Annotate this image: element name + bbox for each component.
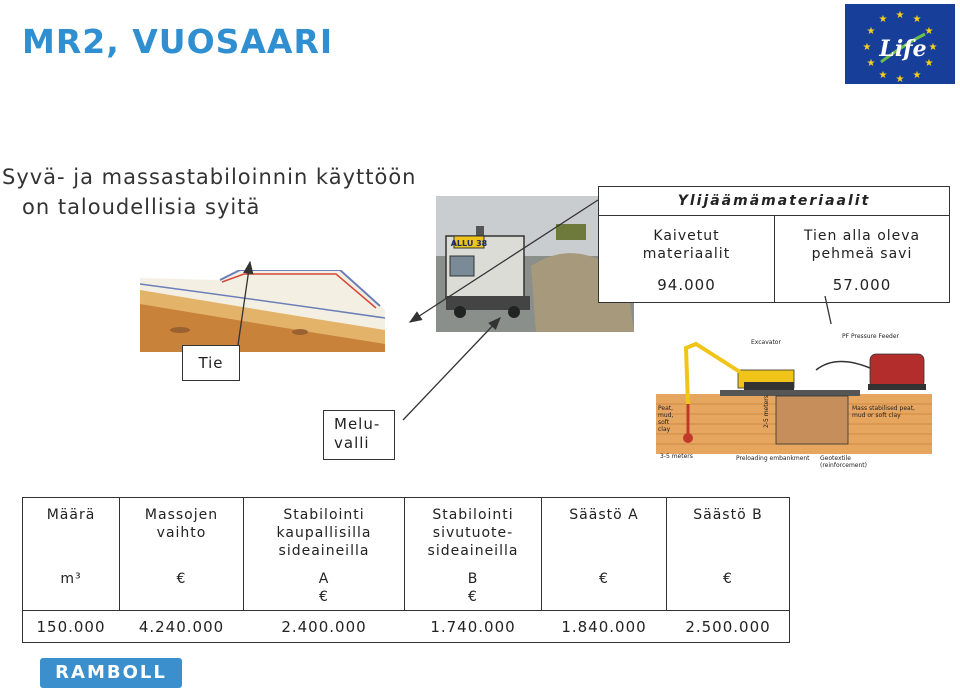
svg-text:★: ★ <box>866 58 876 69</box>
header-unit: € <box>468 589 478 605</box>
header-unit: m³ <box>60 571 82 587</box>
header-unit: € <box>723 571 733 587</box>
diagram-label-geotextile: Geotextile <box>820 455 851 462</box>
svg-text:★: ★ <box>924 58 934 69</box>
diagram-label-mass: Mass stabilised peat, <box>852 405 915 412</box>
svg-text:★: ★ <box>912 70 922 81</box>
ramboll-logo: RAMBOLL <box>40 658 182 688</box>
svg-text:★: ★ <box>924 26 934 37</box>
diagram-label-excavator: Excavator <box>751 339 781 346</box>
header-text: vaihto <box>156 525 207 541</box>
svg-text:★: ★ <box>862 42 872 53</box>
diagram-label-feeder: PF Pressure Feeder <box>842 333 899 340</box>
header-text: Stabilointi <box>283 507 365 523</box>
header-text: Säästö A <box>569 507 639 523</box>
table-header-saving-a <box>542 498 666 610</box>
arrow-tie <box>238 262 250 345</box>
label-meluvalli <box>323 410 395 460</box>
table-cell: 150.000 <box>36 618 106 636</box>
subtitle-line-2: on taloudellisia syitä <box>22 195 261 219</box>
header-text: sivutuote- <box>432 525 514 541</box>
diagram-label-width: 3-5 meters <box>660 453 693 460</box>
arrow-meluvalli <box>403 318 500 420</box>
diagram-label-soil: mud, <box>658 412 674 419</box>
arrow-excavated <box>410 200 598 322</box>
diagram-label-soil: soft <box>658 419 670 426</box>
surplus-label-line: materiaalit <box>642 246 731 262</box>
header-unit: € <box>176 571 187 587</box>
surplus-value: 57.000 <box>832 276 892 294</box>
diagram-label-depth: 2-5 meters <box>763 395 770 428</box>
label-line: valli <box>334 434 370 452</box>
diagram-label-geotextile: (reinforcement) <box>820 462 867 469</box>
table-cell: 1.740.000 <box>430 618 516 636</box>
label-line: Melu- <box>334 415 381 433</box>
machine-label: ALLU 38 <box>450 239 488 248</box>
table-header-commercial-binders <box>244 498 404 610</box>
svg-text:★: ★ <box>878 14 888 25</box>
page-title: MR2, VUOSAARI <box>22 22 334 61</box>
surplus-label-line: pehmeä savi <box>811 246 913 262</box>
table-cell: 2.400.000 <box>281 618 367 636</box>
table-header-saving-b <box>667 498 789 610</box>
cost-table <box>22 497 790 643</box>
header-unit: € <box>599 571 609 587</box>
svg-text:★: ★ <box>912 14 922 25</box>
surplus-value: 94.000 <box>657 276 716 294</box>
svg-text:★: ★ <box>878 70 888 81</box>
table-header-byproduct-binders <box>405 498 541 610</box>
header-text: Säästö B <box>693 507 763 523</box>
table-cell: 4.240.000 <box>138 618 225 636</box>
svg-text:★: ★ <box>895 10 905 21</box>
surplus-header: Ylijäämämateriaalit <box>599 187 949 216</box>
mass-stabilisation-diagram <box>656 324 932 472</box>
header-unit: A <box>318 571 330 587</box>
svg-text:★: ★ <box>895 74 905 84</box>
diagram-label-soil: Peat, <box>658 405 674 412</box>
table-cell: 1.840.000 <box>561 618 647 636</box>
table-header-replacement <box>120 498 243 610</box>
header-unit: B <box>467 571 479 587</box>
diagram-label-preload: Preloading embankment <box>736 455 810 462</box>
header-unit: € <box>319 589 329 605</box>
svg-text:★: ★ <box>928 42 938 53</box>
header-text: sideaineilla <box>427 543 519 559</box>
diagram-label-mass: mud or soft clay <box>852 412 901 419</box>
svg-text:★: ★ <box>866 26 876 37</box>
diagram-label-soil: clay <box>658 426 671 433</box>
table-cell: 2.500.000 <box>685 618 771 636</box>
header-text: kaupallisilla <box>276 525 372 541</box>
surplus-label-line: Tien alla oleva <box>803 228 921 244</box>
subtitle-line-1: Syvä- ja massastabiloinnin käyttöön <box>2 165 417 189</box>
label-tie: Tie <box>182 345 240 381</box>
header-text: Määrä <box>46 507 96 523</box>
surplus-label-line: Kaivetut <box>653 228 720 244</box>
life-logo-text: Life <box>879 36 927 62</box>
header-text: Massojen <box>144 507 219 523</box>
header-text: sideaineilla <box>278 543 370 559</box>
table-header-amount <box>23 498 119 610</box>
header-text: Stabilointi <box>432 507 514 523</box>
